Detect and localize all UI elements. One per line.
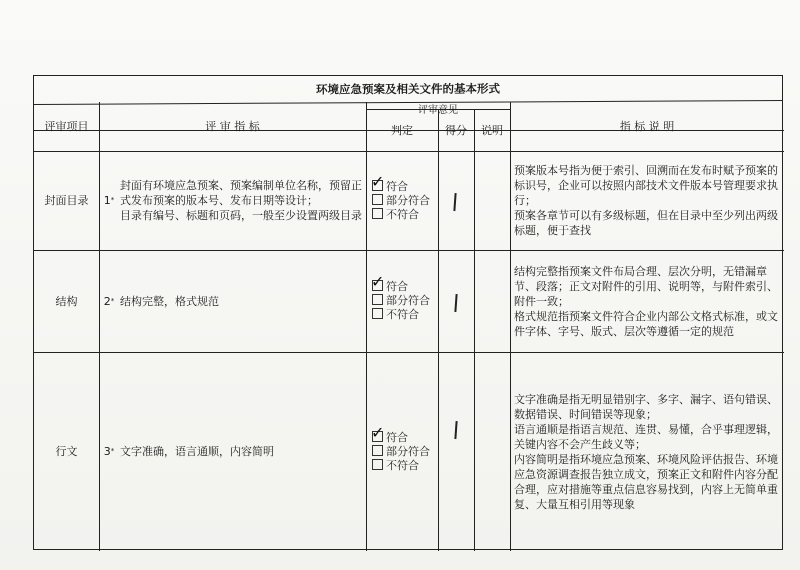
checkbox-checked[interactable]	[371, 171, 385, 191]
option-comply[interactable]: ✓ 符合	[371, 272, 408, 293]
row1-judgement	[372, 151, 438, 250]
row1-number: 1 *	[103, 194, 115, 207]
handwritten-stroke	[453, 193, 456, 211]
checkbox[interactable]	[372, 445, 383, 456]
header-note: 说明	[481, 123, 503, 137]
option-partial[interactable]: 部分符合	[372, 294, 430, 308]
checkbox[interactable]	[372, 308, 383, 319]
header-indicator: 评 审 指 标	[205, 120, 260, 133]
checkbox[interactable]	[372, 208, 383, 219]
row3-item: 行文	[55, 445, 78, 458]
checkbox[interactable]	[372, 294, 383, 305]
row2-number: 2 *	[103, 294, 115, 308]
checkmark-icon: ✓	[371, 272, 385, 291]
row2-item: 结构	[55, 294, 78, 308]
checkmark-icon: ✓	[371, 171, 385, 191]
checkbox[interactable]	[372, 194, 383, 205]
checkbox-checked[interactable]	[371, 272, 385, 291]
table-title: 环境应急预案及相关文件的基本形式	[34, 74, 782, 105]
checkbox-checked[interactable]	[371, 422, 385, 442]
handwritten-stroke	[454, 294, 457, 312]
row1-explanation: 预案版本号指为便于索引、回溯而在发布时赋予预案的标识号，企业可以按照内部技术文件版本号管理要求执行； 预案各章节可以有多级标题，但在目录中至少列出两级标题，便于查找	[514, 164, 778, 237]
header-opinion: 评审意见	[418, 105, 458, 116]
row3-number: 3 *	[103, 445, 115, 458]
header-item: 评审项目	[44, 120, 89, 133]
option-partial[interactable]: 部分符合	[372, 445, 430, 459]
option-noncomply[interactable]: 不符合	[372, 308, 430, 322]
option-noncomply[interactable]: 不符合	[372, 459, 430, 473]
row2-indicator: 结构完整，格式规范	[120, 294, 219, 308]
row3-explanation: 文字准确是指无明显错别字、多字、漏字、语句错误、数据错误、时间错误等现象； 语言通顺是指语言规范、连贯、易懂，合乎事理逻辑，关键内容不会产生歧义等； 内容简明是指环境应急预案、环境风险评估报告、环境应急资源调查报告独立成文，预案正文和附件内容分配合理，应对措施等重点信息容易找到，内容上无简单重复、大量互相引用等现象	[514, 392, 778, 511]
row2-explanation: 结构完整指预案文件布局合理、层次分明，无错漏章节、段落；正文对附件的引用、说明等，与附件索引、附件一致； 格式规范指预案文件符合企业内部公文格式标准，或文件字体、字号、版式、层次等遵循一定的规范	[514, 264, 778, 338]
row1-indicator: 封面有环境应急预案、预案编制单位名称，预留正式发布预案的版本号、发布日期等设计； 目录有编号、标题和页码，一般至少设置两级目录	[120, 179, 362, 222]
row3-judgement	[372, 352, 438, 551]
header-judgement: 判定	[391, 123, 413, 137]
option-noncomply[interactable]: 不符合	[372, 208, 430, 222]
header-explanation: 指 标 说 明	[619, 120, 675, 133]
row3-indicator: 文字准确，语言通顺，内容简明	[120, 445, 274, 458]
option-comply[interactable]: ✓ 符合	[371, 422, 408, 444]
checkmark-icon: ✓	[371, 422, 385, 442]
checkbox[interactable]	[372, 459, 383, 470]
row1-item: 封面目录	[44, 194, 89, 207]
option-comply[interactable]: ✓ 符合	[371, 171, 408, 193]
review-table	[33, 75, 783, 550]
row2-judgement	[372, 250, 438, 352]
option-partial[interactable]: 部分符合	[372, 194, 430, 208]
header-score: 得分	[445, 123, 467, 137]
handwritten-stroke	[454, 421, 457, 439]
